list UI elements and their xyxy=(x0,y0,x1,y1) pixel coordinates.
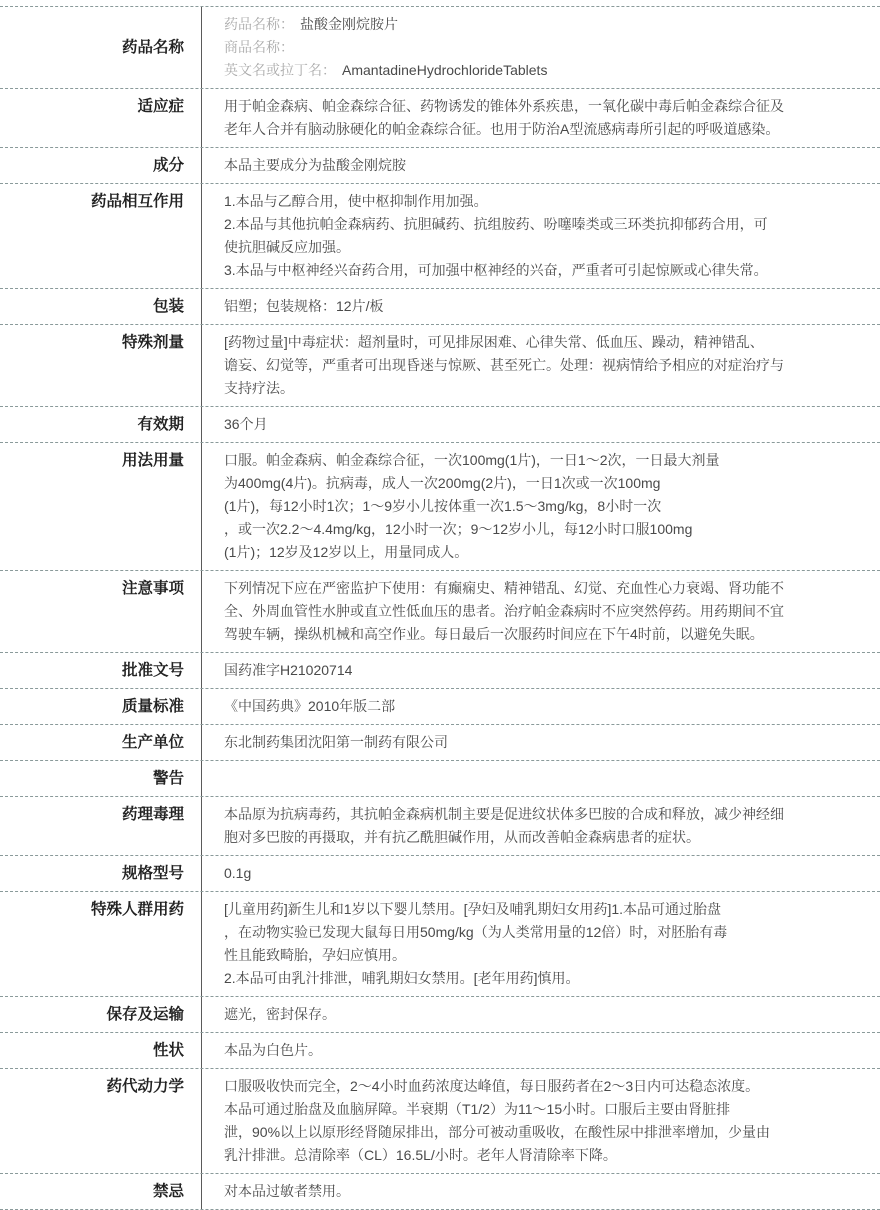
content-line: 本品可通过胎盘及血脑屏障。半衰期（T1/2）为11～15小时。口服后主要由肾脏排 xyxy=(224,1101,731,1117)
content-line: 3.本品与中枢神经兴奋药合用，可加强中枢神经的兴奋，严重者可引起惊厥或心律失常。 xyxy=(224,262,768,278)
row-label xyxy=(0,571,202,652)
content-line: 本品为白色片。 xyxy=(224,1042,322,1058)
field-label: 英文名或拉丁名： xyxy=(224,62,336,78)
content-line: 2.本品可由乳汁排泄，哺乳期妇女禁用。[老年用药]慎用。 xyxy=(224,970,580,986)
content-line: 国药准字H21020714 xyxy=(224,662,353,678)
row-label xyxy=(0,289,202,324)
row-label-text: 特殊人群用药 xyxy=(90,901,184,918)
content-line: 用于帕金森病、帕金森综合征、药物诱发的锥体外系疾患，一氧化碳中毒后帕金森综合征及 xyxy=(224,98,784,114)
row-label-text: 成分 xyxy=(152,157,184,174)
content-line: 谵妄、幻觉等，严重者可出现昏迷与惊厥、甚至死亡。处理：视病情给予相应的对症治疗与 xyxy=(224,357,784,373)
table-row xyxy=(0,1174,880,1210)
row-label-text: 药品名称 xyxy=(121,39,184,56)
row-label xyxy=(0,653,202,688)
content-line: 为400mg(4片)。抗病毒，成人一次200mg(2片)，一日1次或一次100mg xyxy=(224,475,661,491)
content-line: 全、外周血管性水肿或直立性低血压的患者。治疗帕金森病时不应突然停药。用药期间不宜 xyxy=(224,603,784,619)
table-row xyxy=(0,653,880,689)
row-label xyxy=(0,7,202,88)
row-label xyxy=(0,797,202,855)
row-content xyxy=(202,7,880,88)
row-content xyxy=(202,184,880,288)
content-line: [儿童用药]新生儿和1岁以下婴儿禁用。[孕妇及哺乳期妇女用药]1.本品可通过胎盘 xyxy=(224,901,722,917)
row-label-text: 包装 xyxy=(152,298,184,315)
table-row xyxy=(0,325,880,407)
content-line: 东北制药集团沈阳第一制药有限公司 xyxy=(224,734,448,750)
row-label xyxy=(0,761,202,796)
table-row xyxy=(0,571,880,653)
table-row xyxy=(0,289,880,325)
field-label: 商品名称： xyxy=(224,39,294,55)
row-label-text: 药理毒理 xyxy=(121,806,184,823)
row-label xyxy=(0,1174,202,1209)
row-label-text: 用法用量 xyxy=(121,452,184,469)
row-label-text: 特殊剂量 xyxy=(121,334,184,351)
content-line: (1片)，每12小时1次；1～9岁小儿按体重一次1.5～3mg/kg，8小时一次 xyxy=(224,498,662,514)
row-label xyxy=(0,184,202,288)
content-line: 2.本品与其他抗帕金森病药、抗胆碱药、抗组胺药、吩噻嗪类或三环类抗抑郁药合用，可 xyxy=(224,216,768,232)
row-label-text: 性状 xyxy=(152,1042,184,1059)
row-label xyxy=(0,89,202,147)
row-label-text: 规格型号 xyxy=(121,865,184,882)
row-label-text: 药品相互作用 xyxy=(90,193,184,210)
row-content xyxy=(202,797,880,855)
name-field-line xyxy=(224,59,852,82)
table-row xyxy=(0,89,880,148)
row-content xyxy=(202,856,880,891)
row-label xyxy=(0,148,202,183)
table-row xyxy=(0,761,880,797)
row-label-text: 适应症 xyxy=(137,98,184,115)
content-line: (1片)；12岁及12岁以上，用量同成人。 xyxy=(224,544,469,560)
table-row xyxy=(0,7,880,89)
row-content xyxy=(202,571,880,652)
content-line: 性且能致畸胎，孕妇应慎用。 xyxy=(224,947,406,963)
content-line: 对本品过敏者禁用。 xyxy=(224,1183,350,1199)
row-content xyxy=(202,289,880,324)
content-line: 1.本品与乙醇合用，使中枢抑制作用加强。 xyxy=(224,193,488,209)
content-line: 下列情况下应在严密监护下使用：有癫痫史、精神错乱、幻觉、充血性心力衰竭、肾功能不 xyxy=(224,580,784,596)
content-line: 《中国药典》2010年版二部 xyxy=(224,698,396,714)
table-row xyxy=(0,797,880,856)
table-row xyxy=(0,856,880,892)
table-row xyxy=(0,1033,880,1069)
row-label-text: 保存及运输 xyxy=(106,1006,184,1023)
row-content xyxy=(202,997,880,1032)
row-content xyxy=(202,725,880,760)
row-label-text: 药代动力学 xyxy=(106,1078,184,1095)
content-line: 老年人合并有脑动脉硬化的帕金森综合征。也用于防治A型流感病毒所引起的呼吸道感染。 xyxy=(224,121,780,137)
row-content xyxy=(202,1174,880,1209)
content-line: 遮光，密封保存。 xyxy=(224,1006,336,1022)
field-value: AmantadineHydrochlorideTablets xyxy=(342,62,548,78)
row-label-text: 生产单位 xyxy=(121,734,184,751)
row-label-text: 批准文号 xyxy=(121,662,184,679)
row-label xyxy=(0,407,202,442)
row-label xyxy=(0,997,202,1032)
row-content xyxy=(202,1033,880,1068)
field-value: 盐酸金刚烷胺片 xyxy=(300,16,398,32)
content-line: 铝塑；包装规格：12片/板 xyxy=(224,298,384,314)
content-line: 泄，90%以上以原形经肾随尿排出，部分可被动重吸收，在酸性尿中排泄率增加，少量由 xyxy=(224,1124,771,1140)
content-line: 驾驶车辆，操纵机械和高空作业。每日最后一次服药时间应在下午4时前，以避免失眠。 xyxy=(224,626,764,642)
content-line: 36个月 xyxy=(224,416,268,432)
row-label-text: 警告 xyxy=(152,770,184,787)
row-label-text: 有效期 xyxy=(137,416,184,433)
row-label xyxy=(0,1069,202,1173)
row-content xyxy=(202,443,880,570)
table-row xyxy=(0,892,880,997)
row-content xyxy=(202,89,880,147)
row-content xyxy=(202,407,880,442)
content-line: 口服。帕金森病、帕金森综合征，一次100mg(1片)，一日1～2次，一日最大剂量 xyxy=(224,452,720,468)
content-line: 本品主要成分为盐酸金刚烷胺 xyxy=(224,157,406,173)
row-content xyxy=(202,653,880,688)
name-field-line xyxy=(224,13,852,36)
content-line: ，在动物实验已发现大鼠每日用50mg/kg（为人类常用量的12倍）时，对胚胎有毒 xyxy=(224,924,728,940)
table-row xyxy=(0,148,880,184)
row-label xyxy=(0,325,202,406)
table-row xyxy=(0,689,880,725)
row-content xyxy=(202,148,880,183)
row-label-text: 质量标准 xyxy=(121,698,184,715)
content-line: 支持疗法。 xyxy=(224,380,294,396)
row-label xyxy=(0,892,202,996)
field-label: 药品名称： xyxy=(224,16,294,32)
table-row xyxy=(0,725,880,761)
row-content xyxy=(202,689,880,724)
row-content xyxy=(202,892,880,996)
table-row xyxy=(0,997,880,1033)
drug-info-table xyxy=(0,6,880,1210)
content-line: 胞对多巴胺的再摄取，并有抗乙酰胆碱作用，从而改善帕金森病患者的症状。 xyxy=(224,829,700,845)
content-line: 本品原为抗病毒药，其抗帕金森病机制主要是促进纹状体多巴胺的合成和释放，减少神经细 xyxy=(224,806,784,822)
row-content xyxy=(202,325,880,406)
content-line: 0.1g xyxy=(224,865,252,881)
content-line: 口服吸收快而完全，2～4小时血药浓度达峰值，每日服药者在2～3日内可达稳态浓度。 xyxy=(224,1078,760,1094)
table-row xyxy=(0,1069,880,1174)
row-label xyxy=(0,725,202,760)
row-label xyxy=(0,689,202,724)
content-line: 使抗胆碱反应加强。 xyxy=(224,239,350,255)
row-label-text: 注意事项 xyxy=(121,580,184,597)
table-row xyxy=(0,407,880,443)
table-row xyxy=(0,443,880,571)
content-line: 乳汁排泄。总清除率（CL）16.5L/小时。老年人肾清除率下降。 xyxy=(224,1147,617,1163)
content-line: ，或一次2.2～4.4mg/kg，12小时一次；9～12岁小儿，每12小时口服100mg xyxy=(224,521,693,537)
row-label xyxy=(0,1033,202,1068)
row-label xyxy=(0,443,202,570)
content-line: [药物过量]中毒症状：超剂量时，可见排尿困难、心律失常、低血压、躁动，精神错乱、 xyxy=(224,334,764,350)
name-field-line xyxy=(224,36,852,59)
row-label xyxy=(0,856,202,891)
row-content xyxy=(202,1069,880,1173)
row-label-text: 禁忌 xyxy=(152,1183,184,1200)
table-row xyxy=(0,184,880,289)
row-content xyxy=(202,761,880,796)
